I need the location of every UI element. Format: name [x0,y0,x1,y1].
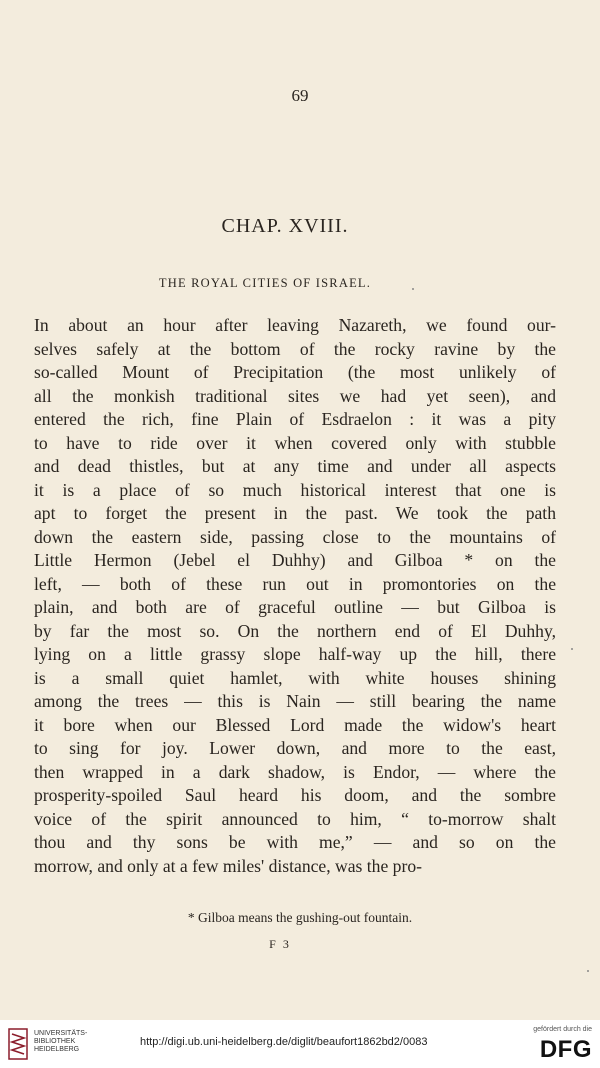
page-number: 69 [291,86,309,105]
funder-label: gefördert durch die [533,1026,592,1033]
text-line: to sing for joy. Lower down, and more to the east, [34,738,556,758]
library-name-line: UNIVERSITÄTS- [34,1030,88,1037]
library-logo-icon [8,1028,28,1060]
text-line: morrow, and only at a few miles' distance, was the pro- [34,855,422,876]
text-line: all the monkish traditional sites we had yet seen), and [34,385,556,406]
text-line: among the trees — this is Nain — still bearing the name [34,691,556,711]
funder-logo: DFG [539,1036,592,1063]
text-line: lying on a little grassy slope half-way up the hill, there [34,644,556,664]
text-line: is a small quiet hamlet, with white houses shining [34,667,556,688]
text-line: by far the most so. On the northern end of El Duhhy, [34,620,556,641]
text-line: left, — both of these run out in promontories on the [34,573,556,594]
body-text [34,314,556,878]
text-line: it bore when our Blessed Lord made the widow's heart [34,714,556,735]
text-line: Little Hermon (Jebel el Duhhy) and Gilboa * on the [34,550,556,570]
speck [412,288,414,290]
digitization-footer [0,1020,600,1068]
text-line: apt to forget the present in the past. We took the path [34,503,556,523]
footnote: * Gilboa means the gushing-out fountain. [187,910,413,925]
speck [571,648,573,650]
speck [587,970,589,972]
chapter-title: CHAP. XVIII. [221,215,349,237]
text-line: prosperity-spoiled Saul heard his doom, and the sombre [34,785,556,805]
text-line: entered the rich, fine Plain of Esdraelon : it was a pity [34,409,556,429]
text-line: In about an hour after leaving Nazareth, we found our- [34,315,556,335]
source-url-link[interactable]: http://digi.ub.uni-heidelberg.de/diglit/beaufort1862bd2/0083 [140,1036,428,1048]
text-line: thou and thy sons be with me,” — and so on the [34,832,556,852]
text-line: down the eastern side, passing close to the mountains of [34,526,556,547]
chapter-subtitle: THE ROYAL CITIES OF ISRAEL. [158,276,372,290]
text-line: voice of the spirit announced to him, “ to-morrow shalt [34,808,556,829]
signature-mark: F 3 [269,937,291,951]
text-line: plain, and both are of graceful outline — but Gilboa is [34,597,556,617]
text-line: to have to ride over it when covered only with stubble [34,432,556,453]
text-line: and dead thistles, but at any time and under all aspects [34,456,556,476]
library-name [34,1030,87,1054]
text-line: selves safely at the bottom of the rocky ravine by the [34,338,556,359]
text-line: so-called Mount of Precipitation (the most unlikely of [34,362,556,382]
library-name-line: HEIDELBERG [34,1046,80,1053]
text-line: then wrapped in a dark shadow, is Endor, — where the [34,761,556,782]
text-line: it is a place of so much historical interest that one is [34,479,556,500]
library-name-line: BIBLIOTHEK [34,1038,76,1045]
